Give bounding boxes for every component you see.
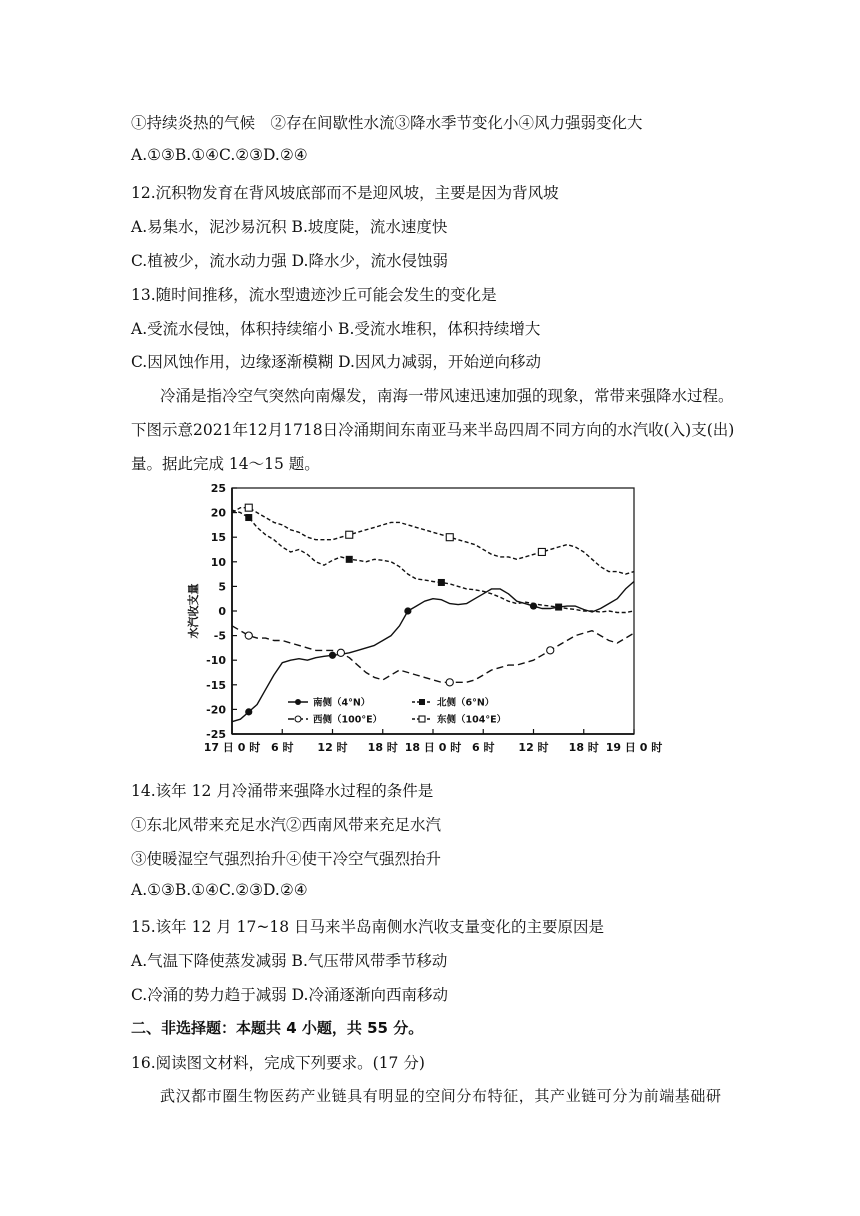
y-tick-label: 15 — [210, 531, 226, 545]
q13-stem: 13.随时间推移，流水型遗迹沙丘可能会发生的变化是 — [131, 286, 497, 304]
x-tick-label: 12 时 — [518, 741, 549, 754]
y-tick-label: -15 — [206, 678, 226, 692]
y-axis-label: 水汽收支量 — [187, 583, 200, 639]
x-tick-label: 18 日 0 时 — [404, 741, 462, 754]
y-tick-label: -25 — [206, 728, 226, 741]
series-line-west — [232, 626, 634, 683]
x-tick-label: 6 时 — [271, 741, 294, 754]
q13-options-ab: A.受流水侵蚀，体积持续缩小 B.受流水堆积，体积持续增大 — [131, 320, 541, 338]
q16-stem: 16.阅读图文材料，完成下列要求。(17 分) — [131, 1054, 425, 1072]
legend-north: 北侧（6°N） — [437, 697, 495, 709]
moisture-budget-chart — [180, 478, 700, 768]
q16-material: 武汉都市圈生物医药产业链具有明显的空间分布特征，其产业链可分为前端基础研 — [160, 1087, 722, 1105]
q14-statements-2: ③使暖湿空气强烈抬升④使干冷空气强烈抬升 — [131, 850, 442, 868]
q14-statements-1: ①东北风带来充足水汽②西南风带来充足水汽 — [131, 816, 442, 834]
y-tick-label: 0 — [218, 605, 226, 618]
x-tick-label: 6 时 — [472, 741, 495, 754]
y-tick-label: 5 — [218, 580, 226, 594]
x-tick-label: 18 时 — [568, 741, 599, 754]
data-point-west — [245, 632, 252, 639]
y-tick-label: -5 — [213, 629, 226, 643]
q11-options-statements: ①持续炎热的气候 ②存在间歇性水流③降水季节变化小④风力强弱变化大 — [131, 114, 643, 132]
data-point-north — [555, 604, 562, 611]
y-tick-label: -10 — [206, 654, 226, 668]
q11-answer-choices: A.①③B.①④C.②③D.②④ — [131, 146, 308, 164]
intro-line-1: 冷涌是指冷空气突然向南爆发，南海一带风速迅速加强的现象，常带来强降水过程。 — [160, 387, 734, 405]
q12-stem: 12.沉积物发育在背风坡底部而不是迎风坡，主要是因为背风坡 — [131, 184, 559, 202]
data-point-west — [547, 647, 554, 654]
legend-east: 东侧（104°E） — [437, 714, 507, 726]
series-layer — [232, 504, 634, 722]
data-point-east — [346, 531, 353, 538]
data-point-east — [538, 548, 545, 555]
intro-line-3: 量。据此完成 14～15 题。 — [131, 455, 320, 473]
legend-west: 西侧（100°E） — [313, 714, 383, 726]
x-tick-label: 17 日 0 时 — [203, 741, 261, 754]
plot-frame — [232, 488, 634, 734]
data-point-south — [404, 607, 411, 614]
q15-options-ab: A.气温下降使蒸发减弱 B.气压带风带季节移动 — [131, 952, 448, 970]
data-point-south — [245, 708, 252, 715]
data-point-north — [438, 579, 445, 586]
data-point-east — [245, 504, 252, 511]
x-tick-label: 18 时 — [367, 741, 398, 754]
legend — [288, 697, 506, 726]
y-tick-label: 20 — [210, 506, 226, 520]
q14-answer-choices: A.①③B.①④C.②③D.②④ — [131, 881, 308, 899]
x-tick-label: 19 日 0 时 — [605, 741, 663, 754]
q13-options-cd: C.因风蚀作用，边缘逐渐模糊 D.因风力减弱，开始逆向移动 — [131, 353, 541, 371]
q12-options-ab: A.易集水，泥沙易沉积 B.坡度陡，流水速度快 — [131, 218, 448, 236]
series-line-east — [232, 508, 634, 574]
q14-stem: 14.该年 12 月冷涌带来强降水过程的条件是 — [131, 782, 434, 800]
data-point-east — [446, 534, 453, 541]
legend-south: 南侧（4°N） — [313, 697, 371, 709]
y-tick-label: 25 — [210, 482, 226, 495]
q15-options-cd: C.冷涌的势力趋于减弱 D.冷涌逐渐向西南移动 — [131, 986, 448, 1004]
intro-line-2: 下图示意2021年12月1718日冷涌期间东南亚马来半岛四周不同方向的水汽收(入)支(出) — [131, 421, 735, 439]
data-point-south — [329, 652, 336, 659]
data-point-west — [337, 649, 344, 656]
x-ticks — [204, 729, 662, 754]
q15-stem: 15.该年 12 月 17~18 日马来半岛南侧水汽收支量变化的主要原因是 — [131, 918, 605, 936]
x-tick-label: 12 时 — [317, 741, 348, 754]
data-point-north — [346, 556, 353, 563]
series-line-south — [232, 582, 634, 722]
y-tick-label: 10 — [210, 555, 226, 569]
section-2-heading: 二、非选择题：本题共 4 小题，共 55 分。 — [131, 1019, 424, 1037]
series-line-north — [232, 510, 634, 612]
y-tick-label: -20 — [206, 703, 226, 717]
data-point-west — [446, 679, 453, 686]
q12-options-cd: C.植被少，流水动力强 D.降水少，流水侵蚀弱 — [131, 252, 448, 270]
data-point-north — [245, 514, 252, 521]
